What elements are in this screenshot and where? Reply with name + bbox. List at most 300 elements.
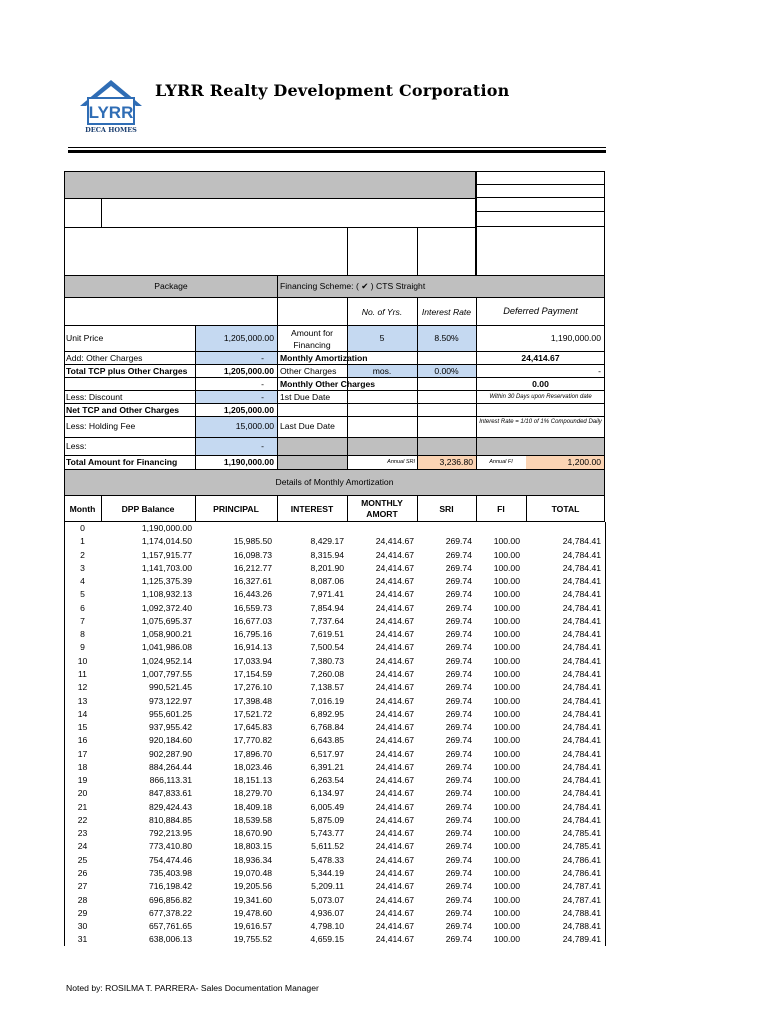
table-cell: 1,174,014.50 bbox=[141, 536, 192, 547]
table-cell: 100.00 bbox=[493, 629, 520, 640]
table-cell: 24,414.67 bbox=[375, 907, 414, 918]
table-cell: 24,414.67 bbox=[375, 602, 414, 613]
table-cell: 100.00 bbox=[493, 801, 520, 812]
row-month: 19 bbox=[77, 775, 88, 786]
col-dpp-balance: DPP Balance bbox=[121, 504, 175, 514]
table-cell: 24,784.41 bbox=[562, 814, 601, 825]
less-discount-label: Less: Discount bbox=[66, 392, 123, 402]
table-cell: 735,403.98 bbox=[148, 868, 192, 879]
table-cell: 657,761.65 bbox=[148, 921, 192, 932]
table-cell: 24,414.67 bbox=[375, 854, 414, 865]
table-cell: 24,414.67 bbox=[375, 894, 414, 905]
table-cell: 24,785.41 bbox=[562, 828, 601, 839]
table-cell: 17,154.59 bbox=[233, 668, 272, 679]
table-cell: 7,737.64 bbox=[310, 615, 344, 626]
row-month: 31 bbox=[77, 934, 88, 945]
table-cell: 1,092,372.40 bbox=[141, 602, 192, 613]
table-cell: 100.00 bbox=[493, 841, 520, 852]
table-cell: 100.00 bbox=[493, 602, 520, 613]
table-cell: 19,478.60 bbox=[233, 907, 272, 918]
table-cell: 24,414.67 bbox=[375, 748, 414, 759]
field-box bbox=[417, 227, 476, 276]
table-cell: 18,409.18 bbox=[233, 801, 272, 812]
total-tcp-label: Total TCP plus Other Charges bbox=[66, 366, 188, 376]
financing-scheme: Financing Scheme: ( ✔ ) CTS Straight bbox=[280, 281, 426, 291]
add-other-charges-label: Add: Other Charges bbox=[66, 353, 143, 363]
table-cell: 24,414.67 bbox=[375, 722, 414, 733]
table-cell: 100.00 bbox=[493, 748, 520, 759]
field-box bbox=[476, 171, 605, 185]
col-monthly-amort: MONTHLY AMORT bbox=[361, 498, 403, 519]
table-cell: 5,875.09 bbox=[310, 814, 344, 825]
table-cell: 100.00 bbox=[493, 722, 520, 733]
table-cell: 810,884.85 bbox=[148, 814, 192, 825]
last-due-date-label: Last Due Date bbox=[280, 421, 335, 431]
unit-price-label: Unit Price bbox=[66, 333, 104, 343]
row-month: 7 bbox=[80, 615, 85, 626]
table-cell: 16,795.16 bbox=[233, 629, 272, 640]
table-cell: 1,157,915.77 bbox=[141, 549, 192, 560]
table-cell: 920,184.60 bbox=[148, 735, 192, 746]
row-month: 20 bbox=[77, 788, 88, 799]
table-cell: 24,787.41 bbox=[562, 881, 601, 892]
interest-rate-label: Interest Rate bbox=[421, 307, 472, 317]
other-charges-value: - bbox=[598, 366, 601, 376]
table-cell: 24,414.67 bbox=[375, 881, 414, 892]
table-cell: 17,521.72 bbox=[233, 708, 272, 719]
col-fi: FI bbox=[497, 504, 505, 514]
table-cell: 1,007,797.55 bbox=[141, 668, 192, 679]
table-cell: 6,768.84 bbox=[310, 722, 344, 733]
table-cell: 7,500.54 bbox=[310, 642, 344, 653]
other-charges-rate: 0.00% bbox=[434, 366, 459, 376]
other-charges-unit: mos. bbox=[372, 366, 392, 376]
table-cell: 24,789.41 bbox=[562, 934, 601, 945]
table-cell: 24,414.67 bbox=[375, 868, 414, 879]
table-cell: 269.74 bbox=[445, 615, 472, 626]
table-cell: 269.74 bbox=[445, 775, 472, 786]
table-cell: 100.00 bbox=[493, 642, 520, 653]
table-cell: 7,138.57 bbox=[310, 682, 344, 693]
table-cell: 19,341.60 bbox=[233, 894, 272, 905]
row-month: 4 bbox=[80, 576, 85, 587]
monthly-other-charges-label: Monthly Other Charges bbox=[280, 379, 376, 389]
table-cell: 24,784.41 bbox=[562, 549, 601, 560]
table-cell: 269.74 bbox=[445, 934, 472, 945]
header-rule-thick bbox=[68, 150, 606, 153]
interest-rate-value: 8.50% bbox=[434, 333, 459, 343]
table-cell: 100.00 bbox=[493, 655, 520, 666]
table-cell: 269.74 bbox=[445, 748, 472, 759]
col-interest: INTEREST bbox=[290, 504, 334, 514]
table-cell: 24,414.67 bbox=[375, 828, 414, 839]
table-cell: 100.00 bbox=[493, 615, 520, 626]
row-month: 25 bbox=[77, 854, 88, 865]
table-cell: 16,559.73 bbox=[233, 602, 272, 613]
table-cell: 24,414.67 bbox=[375, 562, 414, 573]
table-cell: 16,212.77 bbox=[233, 562, 272, 573]
table-cell: 269.74 bbox=[445, 589, 472, 600]
table-cell: 100.00 bbox=[493, 682, 520, 693]
less-discount-value: - bbox=[261, 392, 264, 402]
table-cell: 973,122.97 bbox=[148, 695, 192, 706]
interest-note: Interest Rate = 1/10 of 1% Compounded Daily bbox=[479, 419, 602, 425]
table-left-edge bbox=[64, 522, 65, 946]
table-cell: 8,315.94 bbox=[310, 549, 344, 560]
table-cell: 754,474.46 bbox=[148, 854, 192, 865]
total-financing-value: 1,190,000.00 bbox=[223, 457, 274, 467]
amount-for-financing-label: Amount for Financing bbox=[290, 328, 334, 350]
table-cell: 269.74 bbox=[445, 549, 472, 560]
table-cell: 15,985.50 bbox=[233, 536, 272, 547]
table-cell: 1,058,900.21 bbox=[141, 629, 192, 640]
table-cell: 1,141,703.00 bbox=[141, 562, 192, 573]
table-cell: 100.00 bbox=[493, 854, 520, 865]
table-cell: 269.74 bbox=[445, 761, 472, 772]
table-cell: 100.00 bbox=[493, 881, 520, 892]
table-cell: 17,645.83 bbox=[233, 722, 272, 733]
table-cell: 7,380.73 bbox=[310, 655, 344, 666]
table-cell: 7,619.51 bbox=[310, 629, 344, 640]
table-cell: 24,414.67 bbox=[375, 814, 414, 825]
row-month: 9 bbox=[80, 642, 85, 653]
col-sri: SRI bbox=[439, 504, 454, 514]
table-cell: 24,414.67 bbox=[375, 629, 414, 640]
table-cell: 100.00 bbox=[493, 907, 520, 918]
table-cell: 955,601.25 bbox=[148, 708, 192, 719]
table-cell: 269.74 bbox=[445, 642, 472, 653]
row-month: 16 bbox=[77, 735, 88, 746]
table-cell: 6,643.85 bbox=[310, 735, 344, 746]
col-principal: PRINCIPAL bbox=[213, 504, 259, 514]
table-cell: 1,041,986.08 bbox=[141, 642, 192, 653]
table-cell: 24,414.67 bbox=[375, 668, 414, 679]
table-cell: 16,443.26 bbox=[233, 589, 272, 600]
row-month: 8 bbox=[80, 629, 85, 640]
header-rule bbox=[68, 147, 606, 148]
no-of-yrs-value: 5 bbox=[379, 333, 385, 343]
table-cell: 269.74 bbox=[445, 814, 472, 825]
table-cell: 24,784.41 bbox=[562, 655, 601, 666]
table-cell: 6,391.21 bbox=[310, 761, 344, 772]
table-cell: 1,075,695.37 bbox=[141, 615, 192, 626]
table-cell: 269.74 bbox=[445, 708, 472, 719]
table-cell: 269.74 bbox=[445, 735, 472, 746]
table-cell: 1,125,375.39 bbox=[141, 576, 192, 587]
table-cell: 19,205.56 bbox=[233, 881, 272, 892]
table-cell: 6,005.49 bbox=[310, 801, 344, 812]
table-cell: 24,787.41 bbox=[562, 894, 601, 905]
table-cell: 24,414.67 bbox=[375, 921, 414, 932]
table-cell: 18,151.13 bbox=[233, 775, 272, 786]
table-cell: 5,344.19 bbox=[310, 868, 344, 879]
row-month: 13 bbox=[77, 695, 88, 706]
less-label: Less: bbox=[66, 441, 87, 451]
table-cell: 866,113.31 bbox=[149, 775, 192, 786]
table-cell: 100.00 bbox=[493, 868, 520, 879]
table-cell: 269.74 bbox=[445, 868, 472, 879]
row-month: 5 bbox=[80, 589, 85, 600]
table-cell: 6,263.54 bbox=[310, 775, 344, 786]
annual-fi-value: 1,200.00 bbox=[567, 457, 601, 467]
table-cell: 24,414.67 bbox=[375, 735, 414, 746]
table-cell: 8,087.06 bbox=[310, 576, 344, 587]
row-month: 28 bbox=[77, 894, 88, 905]
table-cell: 24,784.41 bbox=[562, 602, 601, 613]
row-month: 26 bbox=[77, 868, 88, 879]
table-cell: 792,213.95 bbox=[148, 828, 192, 839]
table-cell: 1,108,932.13 bbox=[141, 589, 192, 600]
table-cell: 5,478.33 bbox=[310, 854, 344, 865]
table-cell: 8,429.17 bbox=[310, 536, 344, 547]
table-cell: 100.00 bbox=[493, 788, 520, 799]
company-logo bbox=[78, 78, 144, 134]
table-cell: 716,198.42 bbox=[148, 881, 192, 892]
monthly-amortization-value: 24,414.67 bbox=[521, 353, 560, 363]
table-cell: 24,414.67 bbox=[375, 761, 414, 772]
table-cell: 5,073.07 bbox=[310, 894, 344, 905]
total-financing-label: Total Amount for Financing bbox=[66, 457, 178, 467]
row-month: 3 bbox=[80, 562, 85, 573]
row-month: 24 bbox=[77, 841, 88, 852]
row-month: 29 bbox=[77, 907, 88, 918]
table-cell: 100.00 bbox=[493, 576, 520, 587]
table-cell: 7,016.19 bbox=[310, 695, 344, 706]
table-cell: 24,784.41 bbox=[562, 589, 601, 600]
table-cell: 8,201.90 bbox=[310, 562, 344, 573]
deferred-payment-label: Deferred Payment bbox=[503, 306, 578, 316]
logo-text: LYRR bbox=[88, 103, 134, 122]
title-bar bbox=[64, 171, 476, 199]
table-cell: 269.74 bbox=[445, 921, 472, 932]
table-cell: 269.74 bbox=[445, 881, 472, 892]
row-month: 15 bbox=[77, 722, 88, 733]
company-name: LYRR Realty Development Corporation bbox=[155, 81, 510, 100]
annual-sri-value: 3,236.80 bbox=[439, 457, 473, 467]
net-tcp-label: Net TCP and Other Charges bbox=[66, 405, 180, 415]
field-box bbox=[101, 198, 476, 228]
table-cell: 16,677.03 bbox=[233, 615, 272, 626]
table-cell: 18,803.15 bbox=[233, 841, 272, 852]
table-cell: 937,955.42 bbox=[148, 722, 192, 733]
table-cell: 696,856.82 bbox=[148, 894, 192, 905]
table-cell: 6,134.97 bbox=[310, 788, 344, 799]
table-cell: 5,743.77 bbox=[310, 828, 344, 839]
table-cell: 24,786.41 bbox=[562, 868, 601, 879]
table-cell: 24,784.41 bbox=[562, 615, 601, 626]
table-cell: 100.00 bbox=[493, 814, 520, 825]
less-value: - bbox=[261, 441, 264, 451]
table-cell: 17,398.48 bbox=[233, 695, 272, 706]
holding-fee-value: 15,000.00 bbox=[235, 421, 274, 431]
table-cell: 4,798.10 bbox=[310, 921, 344, 932]
table-cell: 269.74 bbox=[445, 788, 472, 799]
monthly-other-charges-value: 0.00 bbox=[532, 379, 549, 389]
table-cell: 269.74 bbox=[445, 695, 472, 706]
table-cell: 24,414.67 bbox=[375, 801, 414, 812]
row-month: 2 bbox=[80, 549, 85, 560]
monthly-amortization-label: Monthly Amortization bbox=[280, 353, 368, 363]
table-cell: 24,784.41 bbox=[562, 536, 601, 547]
table-cell: 24,414.67 bbox=[375, 642, 414, 653]
table-cell: 100.00 bbox=[493, 695, 520, 706]
other-charges-label: Other Charges bbox=[280, 366, 337, 376]
field-box bbox=[476, 226, 605, 276]
annual-sri-label: Annual SRI bbox=[387, 459, 415, 465]
table-cell: 24,414.67 bbox=[375, 695, 414, 706]
row-month: 22 bbox=[77, 814, 88, 825]
field-box bbox=[64, 198, 102, 228]
noted-by: Noted by: ROSILMA T. PARRERA- Sales Documentation Manager bbox=[66, 983, 319, 993]
table-cell: 6,892.95 bbox=[310, 708, 344, 719]
field-box bbox=[64, 227, 348, 276]
table-cell: 269.74 bbox=[445, 682, 472, 693]
table-cell: 100.00 bbox=[493, 668, 520, 679]
row-month: 11 bbox=[78, 668, 87, 679]
table-cell: 24,784.41 bbox=[562, 708, 601, 719]
field-box bbox=[347, 227, 418, 276]
row-month: 30 bbox=[77, 921, 88, 932]
row-month: 21 bbox=[77, 801, 88, 812]
table-cell: 24,784.41 bbox=[562, 801, 601, 812]
add-other-charges-value: - bbox=[261, 353, 264, 363]
table-cell: 5,611.52 bbox=[311, 841, 344, 852]
row-month: 23 bbox=[77, 828, 88, 839]
table-cell: 269.74 bbox=[445, 841, 472, 852]
table-cell: 24,784.41 bbox=[562, 761, 601, 772]
row-month: 10 bbox=[77, 655, 88, 666]
table-cell: 18,670.90 bbox=[233, 828, 272, 839]
table-cell: 24,784.41 bbox=[562, 668, 601, 679]
table-cell: 100.00 bbox=[493, 562, 520, 573]
package-label: Package bbox=[154, 281, 188, 291]
table-cell: 100.00 bbox=[493, 828, 520, 839]
table-cell: 18,539.58 bbox=[233, 814, 272, 825]
row-month: 1 bbox=[80, 536, 85, 547]
table-cell: 7,971.41 bbox=[310, 589, 344, 600]
details-title: Details of Monthly Amortization bbox=[275, 477, 394, 487]
table-cell: 269.74 bbox=[445, 536, 472, 547]
table-cell: 5,209.11 bbox=[311, 881, 344, 892]
table-cell: 24,414.67 bbox=[375, 934, 414, 945]
col-total: TOTAL bbox=[551, 504, 580, 514]
table-cell: 16,914.13 bbox=[233, 642, 272, 653]
table-cell: 269.74 bbox=[445, 668, 472, 679]
row-month: 0 bbox=[80, 523, 85, 533]
table-cell: 269.74 bbox=[445, 854, 472, 865]
table-cell: 100.00 bbox=[493, 775, 520, 786]
table-cell: 638,006.13 bbox=[148, 934, 192, 945]
table-cell: 884,264.44 bbox=[148, 761, 192, 772]
table-cell: 4,659.15 bbox=[310, 934, 344, 945]
table-cell: 24,414.67 bbox=[375, 708, 414, 719]
deferred-payment-value: 1,190,000.00 bbox=[550, 333, 601, 343]
table-right-edge bbox=[605, 522, 606, 946]
table-cell: 24,414.67 bbox=[375, 589, 414, 600]
table-cell: 269.74 bbox=[445, 801, 472, 812]
table-cell: 100.00 bbox=[493, 894, 520, 905]
table-cell: 100.00 bbox=[493, 921, 520, 932]
table-cell: 24,414.67 bbox=[375, 655, 414, 666]
table-cell: 990,521.45 bbox=[148, 682, 192, 693]
row-month: 18 bbox=[77, 761, 88, 772]
row-month: 12 bbox=[77, 682, 88, 693]
table-cell: 100.00 bbox=[493, 536, 520, 547]
table-cell: 269.74 bbox=[445, 894, 472, 905]
row-month: 27 bbox=[77, 881, 88, 892]
net-tcp-value: 1,205,000.00 bbox=[223, 405, 274, 415]
row-month: 6 bbox=[80, 602, 85, 613]
table-cell: 269.74 bbox=[445, 655, 472, 666]
table-cell: 100.00 bbox=[493, 589, 520, 600]
table-cell: 7,260.08 bbox=[310, 668, 344, 679]
row-month: 14 bbox=[77, 708, 88, 719]
row-month: 17 bbox=[77, 748, 88, 759]
table-cell: 24,784.41 bbox=[562, 722, 601, 733]
table-cell: 17,896.70 bbox=[233, 748, 272, 759]
table-cell: 24,414.67 bbox=[375, 615, 414, 626]
table-cell: 24,414.67 bbox=[375, 775, 414, 786]
table-cell: 269.74 bbox=[445, 602, 472, 613]
table-cell: 17,276.10 bbox=[233, 682, 272, 693]
table-cell: 100.00 bbox=[493, 934, 520, 945]
table-cell: 847,833.61 bbox=[148, 788, 192, 799]
table-cell: 24,784.41 bbox=[562, 775, 601, 786]
table-cell: 269.74 bbox=[445, 576, 472, 587]
table-cell: 17,770.82 bbox=[233, 735, 272, 746]
unit-price-value: 1,205,000.00 bbox=[223, 333, 274, 343]
field-box bbox=[476, 211, 605, 227]
table-cell: 1,190,000.00 bbox=[141, 523, 192, 533]
table-cell: 100.00 bbox=[493, 549, 520, 560]
field-box bbox=[476, 184, 605, 198]
holding-fee-label: Less: Holding Fee bbox=[66, 421, 136, 431]
table-cell: 24,414.67 bbox=[375, 841, 414, 852]
blank-value: - bbox=[261, 379, 264, 389]
table-cell: 24,788.41 bbox=[562, 907, 601, 918]
table-cell: 24,784.41 bbox=[562, 788, 601, 799]
table-cell: 269.74 bbox=[445, 907, 472, 918]
table-cell: 18,936.34 bbox=[233, 854, 272, 865]
table-cell: 677,378.22 bbox=[148, 907, 192, 918]
table-cell: 24,414.67 bbox=[375, 682, 414, 693]
col-month: Month bbox=[69, 504, 96, 514]
table-cell: 18,279.70 bbox=[233, 788, 272, 799]
table-cell: 4,936.07 bbox=[310, 907, 344, 918]
logo-subtext: DECA HOMES bbox=[85, 126, 137, 134]
table-cell: 1,024,952.14 bbox=[141, 655, 192, 666]
table-cell: 17,033.94 bbox=[233, 655, 272, 666]
table-cell: 24,784.41 bbox=[562, 682, 601, 693]
table-cell: 24,414.67 bbox=[375, 576, 414, 587]
table-cell: 24,784.41 bbox=[562, 629, 601, 640]
first-due-date-label: 1st Due Date bbox=[280, 392, 331, 402]
table-cell: 24,784.41 bbox=[562, 576, 601, 587]
table-cell: 19,616.57 bbox=[233, 921, 272, 932]
table-cell: 902,287.90 bbox=[148, 748, 192, 759]
field-box bbox=[476, 197, 605, 212]
table-cell: 269.74 bbox=[445, 828, 472, 839]
table-cell: 24,786.41 bbox=[562, 854, 601, 865]
table-cell: 773,410.80 bbox=[148, 841, 192, 852]
table-cell: 24,784.41 bbox=[562, 735, 601, 746]
table-cell: 16,098.73 bbox=[233, 549, 272, 560]
table-cell: 24,414.67 bbox=[375, 549, 414, 560]
table-cell: 24,414.67 bbox=[375, 536, 414, 547]
table-cell: 6,517.97 bbox=[310, 748, 344, 759]
table-cell: 269.74 bbox=[445, 722, 472, 733]
table-cell: 24,784.41 bbox=[562, 695, 601, 706]
